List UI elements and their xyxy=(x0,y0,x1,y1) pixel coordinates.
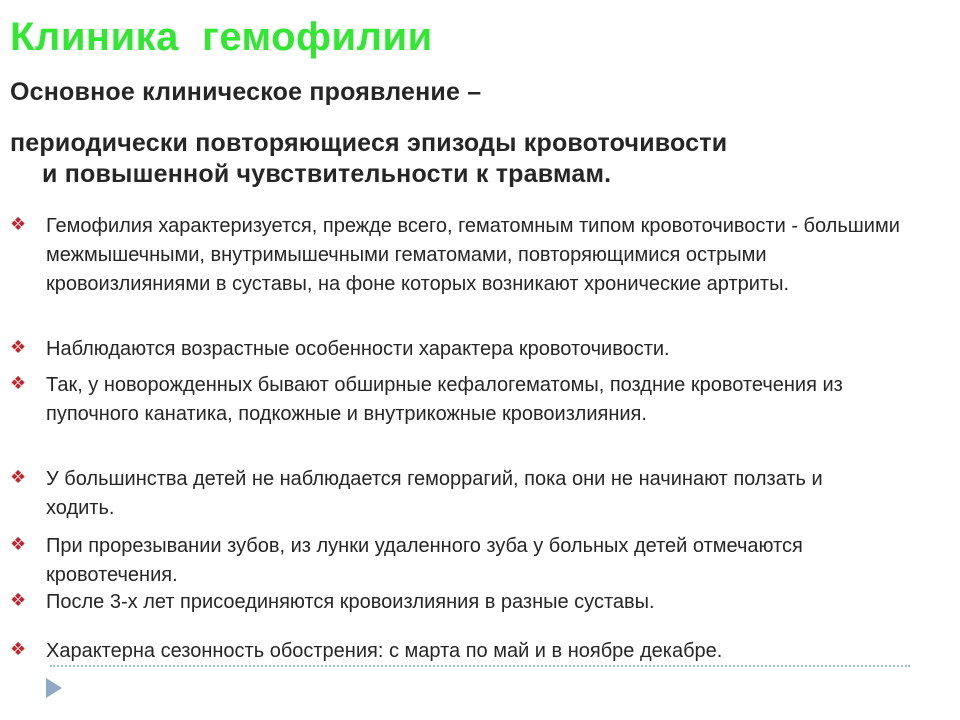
diamond-bullet-icon: ❖ xyxy=(10,337,27,357)
triangle-right-icon[interactable] xyxy=(44,676,64,700)
bullet-text: Характерна сезонность обострения: с марта по май и в ноябре декабре. xyxy=(46,640,723,662)
lead-line-2: и повышенной чувствительности к травмам. xyxy=(42,160,612,188)
diamond-bullet-icon: ❖ xyxy=(10,214,27,234)
bullet-item xyxy=(10,465,945,523)
diamond-bullet-icon: ❖ xyxy=(10,639,27,659)
bullet-text: Так, у новорожденных бывают обширные кефалогематомы, поздние кровотечения из пупочного канатика, подкожные и внутрикожные кровоизлияния. xyxy=(46,374,843,425)
bullet-item xyxy=(10,532,945,590)
bullet-item xyxy=(10,637,945,666)
lead-line-1: периодически повторяющиеся эпизоды кровоточивости xyxy=(10,129,728,157)
lead-statement xyxy=(10,128,950,190)
slide-subtitle: Основное клиническое проявление – xyxy=(10,78,482,106)
bullet-text: При прорезывании зубов, из лунки удаленного зуба у больных детей отмечаются кровотечения. xyxy=(46,535,803,586)
bullet-text: У большинства детей не наблюдается геморрагий, пока они не начинают ползать и ходить. xyxy=(46,468,823,519)
bullet-item xyxy=(10,212,945,299)
nav-arrow-shape xyxy=(46,678,62,698)
diamond-bullet-icon: ❖ xyxy=(10,534,27,554)
bullet-item xyxy=(10,588,945,617)
bullet-text: После 3-х лет присоединяются кровоизлияния в разные суставы. xyxy=(46,591,655,613)
footer-divider xyxy=(50,665,910,667)
bullet-item xyxy=(10,371,945,429)
bullet-text: Наблюдаются возрастные особенности характера кровоточивости. xyxy=(46,338,670,360)
diamond-bullet-icon: ❖ xyxy=(10,373,27,393)
bullet-text: Гемофилия характеризуется, прежде всего, гематомным типом кровоточивости - большими межмышечными, внутримышечными гематомами, повторяющимися острыми кровоизлияниями в суставы, на фоне которых возникают хронические артриты. xyxy=(46,215,900,295)
diamond-bullet-icon: ❖ xyxy=(10,590,27,610)
diamond-bullet-icon: ❖ xyxy=(10,467,27,487)
slide-title: Клиника гемофилии xyxy=(10,15,433,59)
bullet-item xyxy=(10,335,945,364)
